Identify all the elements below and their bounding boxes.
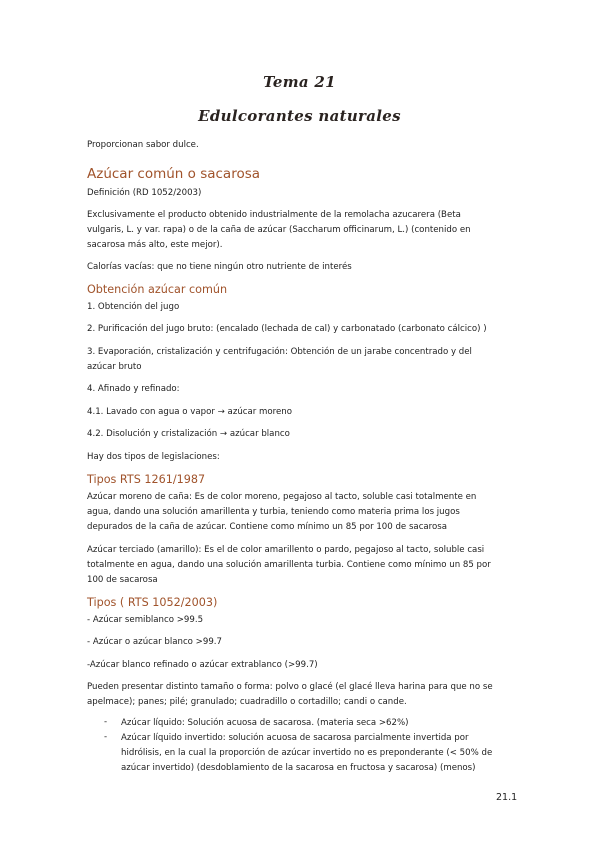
definition-label: Definición (RD 1052/2003): [87, 188, 202, 198]
definition-line-1: Exclusivamente el producto obtenido industrialmente de la remolacha azucarera (Beta: [87, 210, 461, 220]
page-subtitle: Edulcorantes naturales: [198, 107, 401, 125]
legislation-text: Hay dos tipos de legislaciones:: [87, 452, 220, 462]
page-number: 21.1: [496, 792, 518, 803]
forms-line-2: apelmace); panes; pilé; granulado; cuadradillo o cortadillo; candi o cande.: [87, 697, 407, 707]
step-3-line-1: 3. Evaporación, cristalización y centrifugación: Obtención de un jarabe concentrado y del: [87, 347, 472, 357]
step-4: 4. Afinado y refinado:: [87, 384, 180, 394]
terciado-line-1: Azúcar terciado (amarillo): Es el de color amarillento o pardo, pegajoso al tacto, soluble casi: [87, 545, 485, 555]
step-2: 2. Purificación del jugo bruto: (encalado (lechada de cal) y carbonatado (carbonato cálcico) ): [87, 324, 487, 334]
bullet-inverted-line-2: hidrólisis, en la cual la proporción de azúcar invertido no es preponderante (< 50% de: [121, 748, 493, 758]
moreno-line-3: depurados de la caña de azúcar. Contiene como mínimo un 85 por 100 de sacarosa: [87, 522, 448, 532]
bullet-dash: -: [104, 717, 108, 727]
terciado-line-2: totalmente en agua, dando una solución amarillenta turbia. Contiene como mínimo un 85 por: [87, 560, 491, 570]
section-heading-sacarosa: Azúcar común o sacarosa: [87, 166, 261, 182]
type-item-2: - Azúcar o azúcar blanco >99.7: [87, 637, 222, 647]
moreno-line-1: Azúcar moreno de caña: Es de color moreno, pegajoso al tacto, soluble casi totalmente en: [87, 492, 477, 502]
bullet-inverted-line-3: azúcar invertido) (desdoblamiento de la sacarosa en fructosa y sacarosa) (menos): [121, 763, 476, 773]
forms-line-1: Pueden presentar distinto tamaño o forma: polvo o glacé (el glacé lleva harina para que no se: [87, 682, 493, 692]
bullet-inverted-line-1: Azúcar líquido invertido: solución acuosa de sacarosa parcialmente invertida por: [121, 733, 469, 743]
step-3-line-2: azúcar bruto: [87, 362, 142, 372]
definition-line-2: vulgaris, L. y var. rapa) o de la caña de azúcar (Saccharum officinarum, L.) (contenido en: [87, 225, 471, 235]
type-item-1: - Azúcar semiblanco >99.5: [87, 615, 204, 625]
bullet-dash: -: [104, 732, 108, 742]
section-heading-rts-1261: Tipos RTS 1261/1987: [87, 473, 206, 486]
page-title: Tema 21: [263, 73, 336, 91]
section-heading-obtencion: Obtención azúcar común: [87, 283, 228, 296]
empty-calories-text: Calorías vacías: que no tiene ningún otro nutriente de interés: [87, 262, 352, 272]
definition-line-3: sacarosa más alto, este mejor).: [87, 240, 223, 250]
section-heading-rts-1052: Tipos ( RTS 1052/2003): [87, 596, 218, 609]
bullet-liquid-sugar: Azúcar líquido: Solución acuosa de sacarosa. (materia seca >62%): [121, 718, 409, 728]
moreno-line-2: agua, dando una solución amarillenta y turbia, teniendo como materia prima los jugos: [87, 507, 460, 517]
step-4-2: 4.2. Disolución y cristalización → azúcar blanco: [87, 429, 290, 439]
intro-text: Proporcionan sabor dulce.: [87, 140, 199, 150]
step-4-1: 4.1. Lavado con agua o vapor → azúcar moreno: [87, 407, 293, 417]
step-1: 1. Obtención del jugo: [87, 302, 180, 312]
terciado-line-3: 100 de sacarosa: [87, 575, 158, 585]
type-item-3: -Azúcar blanco refinado o azúcar extrablanco (>99.7): [87, 660, 318, 670]
